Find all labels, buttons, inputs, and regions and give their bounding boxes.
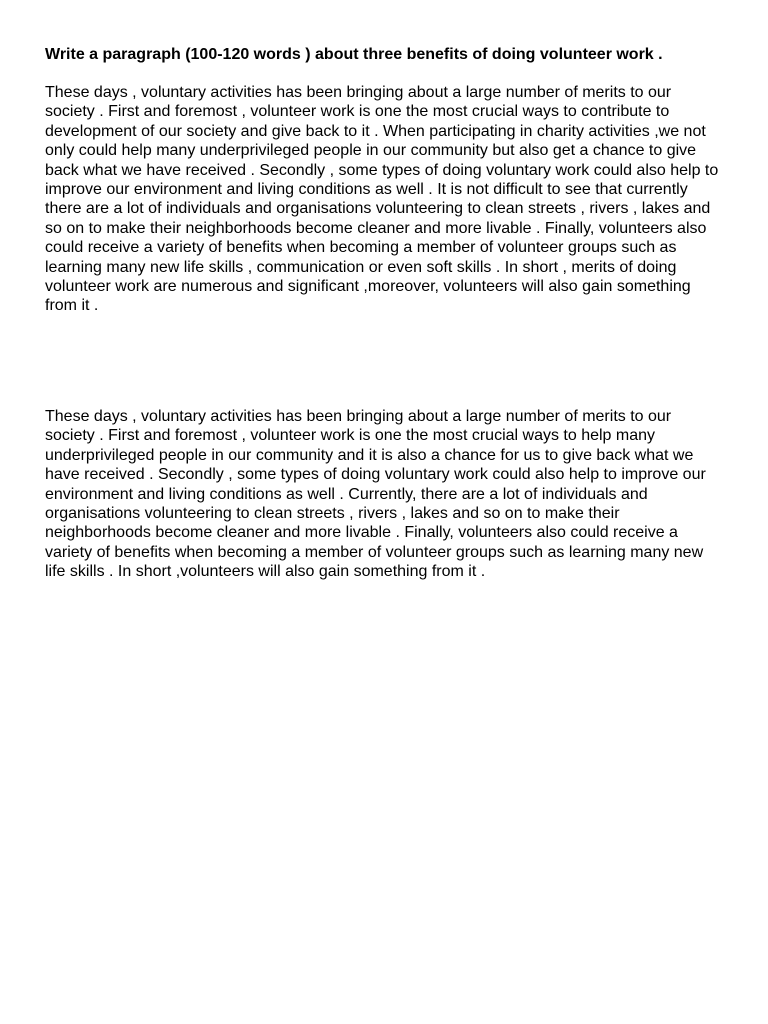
document-page xyxy=(45,45,725,582)
prompt-heading: Write a paragraph (100-120 words ) about three benefits of doing volunteer work . xyxy=(45,46,663,63)
essay-paragraph-revised: These days , voluntary activities has been bringing about a large number of merits to our society . First and foremost , volunteer work is one the most crucial ways to help many underprivileged people in our community and it is also a chance for us to give back what we have received . Secondly , some types of doing voluntary work could also help to improve our environment and living conditions as well . Currently, there are a lot of individuals and organisations volunteering to clean streets , rivers , lakes and so on to make their neighborhoods become cleaner and more livable . Finally, volunteers also could receive a variety of benefits when becoming a member of volunteer groups such as learning many new life skills . In short ,volunteers will also gain something from it . xyxy=(45,407,706,581)
essay-paragraph-draft: These days , voluntary activities has been bringing about a large number of merits to our society . First and foremost , volunteer work is one the most crucial ways to contribute to development of our society and give back to it . When participating in charity activities ,we not only could help many underprivileged people in our community but also get a chance to give back what we have received . Secondly , some types of doing voluntary work could also help to improve our environment and living conditions as well . It is not difficult to see that currently there are a lot of individuals and organisations volunteering to clean streets , rivers , lakes and so on to make their neighborhoods become cleaner and more livable . Finally, volunteers also could receive a variety of benefits when becoming a member of volunteer groups such as learning many new life skills , communication or even soft skills . In short , merits of doing volunteer work are numerous and significant ,moreover, volunteers will also gain something from it . xyxy=(45,84,719,315)
